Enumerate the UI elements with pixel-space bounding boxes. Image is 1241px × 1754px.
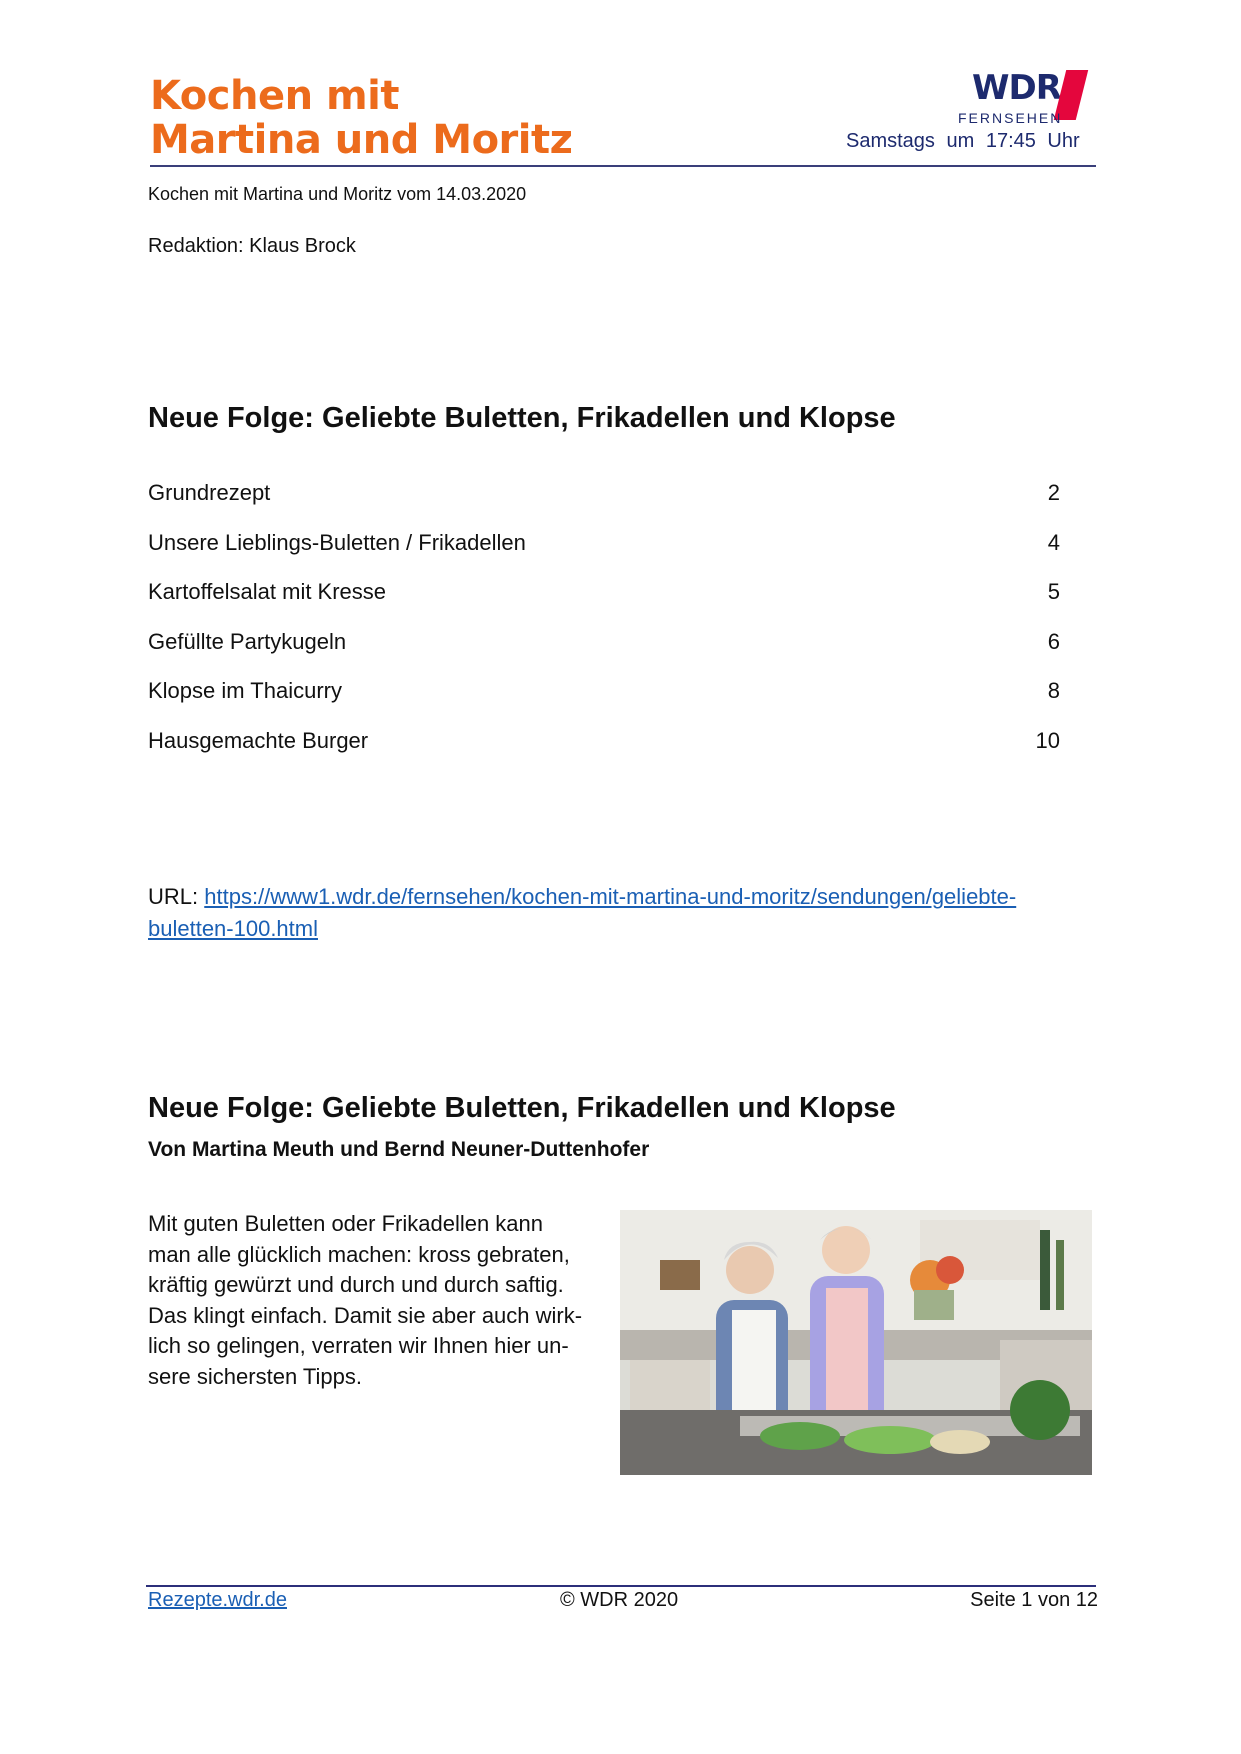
article-byline: Von Martina Meuth und Bernd Neuner-Duttenhofer bbox=[148, 1138, 650, 1161]
toc-item-page: 2 bbox=[1047, 480, 1060, 505]
toc-row[interactable] bbox=[148, 629, 1060, 679]
toc-item-page: 8 bbox=[1047, 678, 1060, 704]
footer-copyright: © WDR 2020 bbox=[560, 1589, 679, 1611]
toc-item-label: Hausgemachte Burger bbox=[148, 727, 369, 753]
editor-line: Redaktion: Klaus Brock bbox=[148, 235, 356, 257]
toc-title: Neue Folge: Geliebte Buletten, Frikadellen und Klopse bbox=[148, 402, 896, 434]
toc-item-page: 10 bbox=[1035, 727, 1060, 753]
intro-line: Das klingt einfach. Damit sie aber auch wirk- bbox=[148, 1302, 583, 1328]
url-link-line2: buletten-100.html bbox=[148, 916, 318, 941]
url-label: URL: bbox=[148, 884, 205, 909]
episode-line: Kochen mit Martina und Moritz vom 14.03.2020 bbox=[148, 184, 527, 204]
broadcast-time: Samstags um 17:45 Uhr bbox=[846, 130, 1080, 152]
article-title: Neue Folge: Geliebte Buletten, Frikadellen und Klopse bbox=[148, 1092, 896, 1124]
toc-row[interactable] bbox=[148, 678, 1060, 728]
wdr-logo-subtitle: FERNSEHEN bbox=[958, 110, 1063, 126]
wdr-logo-text: WDR bbox=[972, 68, 1061, 108]
toc-item-label: Kartoffelsalat mit Kresse bbox=[148, 579, 387, 605]
toc-row[interactable] bbox=[148, 530, 1060, 580]
header-divider bbox=[150, 165, 1096, 167]
toc-row[interactable] bbox=[148, 728, 1060, 778]
toc-item-label: Grundrezept bbox=[148, 480, 271, 505]
toc-row[interactable] bbox=[148, 480, 1060, 530]
intro-line: sere sichersten Tipps. bbox=[148, 1363, 362, 1389]
brand-title bbox=[150, 74, 572, 162]
episode-url-link[interactable] bbox=[148, 884, 1016, 941]
intro-line: man alle glücklich machen: kross gebraten, bbox=[148, 1241, 570, 1267]
footer-page-info: Seite 1 von 12 bbox=[970, 1589, 1098, 1611]
article-intro bbox=[148, 1209, 618, 1392]
brand-title-line2: Martina und Moritz bbox=[150, 117, 573, 163]
wdr-logo bbox=[942, 66, 1102, 126]
toc-row[interactable] bbox=[148, 579, 1060, 629]
brand-title-line1: Kochen mit bbox=[150, 73, 400, 119]
intro-line: kräftig gewürzt und durch und durch saftig. bbox=[148, 1272, 564, 1297]
hosts-in-kitchen-photo bbox=[620, 1210, 1092, 1475]
url-link-line1: https://www1.wdr.de/fernsehen/kochen-mit-martina-und-moritz/sendungen/geliebte- bbox=[204, 884, 1017, 909]
toc-item-page: 5 bbox=[1047, 579, 1060, 605]
table-of-contents bbox=[148, 480, 1060, 778]
photo-illustration bbox=[620, 1210, 1092, 1475]
toc-item-label: Unsere Lieblings-Buletten / Frikadellen bbox=[148, 529, 526, 555]
intro-line: Mit guten Buletten oder Frikadellen kann bbox=[148, 1211, 544, 1236]
footer-site-link[interactable]: Rezepte.wdr.de bbox=[148, 1589, 287, 1611]
footer-divider bbox=[146, 1585, 1096, 1587]
toc-item-label: Gefüllte Partykugeln bbox=[148, 628, 347, 654]
toc-item-page: 4 bbox=[1047, 529, 1060, 555]
toc-item-label: Klopse im Thaicurry bbox=[148, 678, 342, 704]
url-block bbox=[148, 881, 1098, 945]
toc-item-page: 6 bbox=[1047, 628, 1060, 654]
intro-line: lich so gelingen, verraten wir Ihnen hier un- bbox=[148, 1333, 569, 1358]
